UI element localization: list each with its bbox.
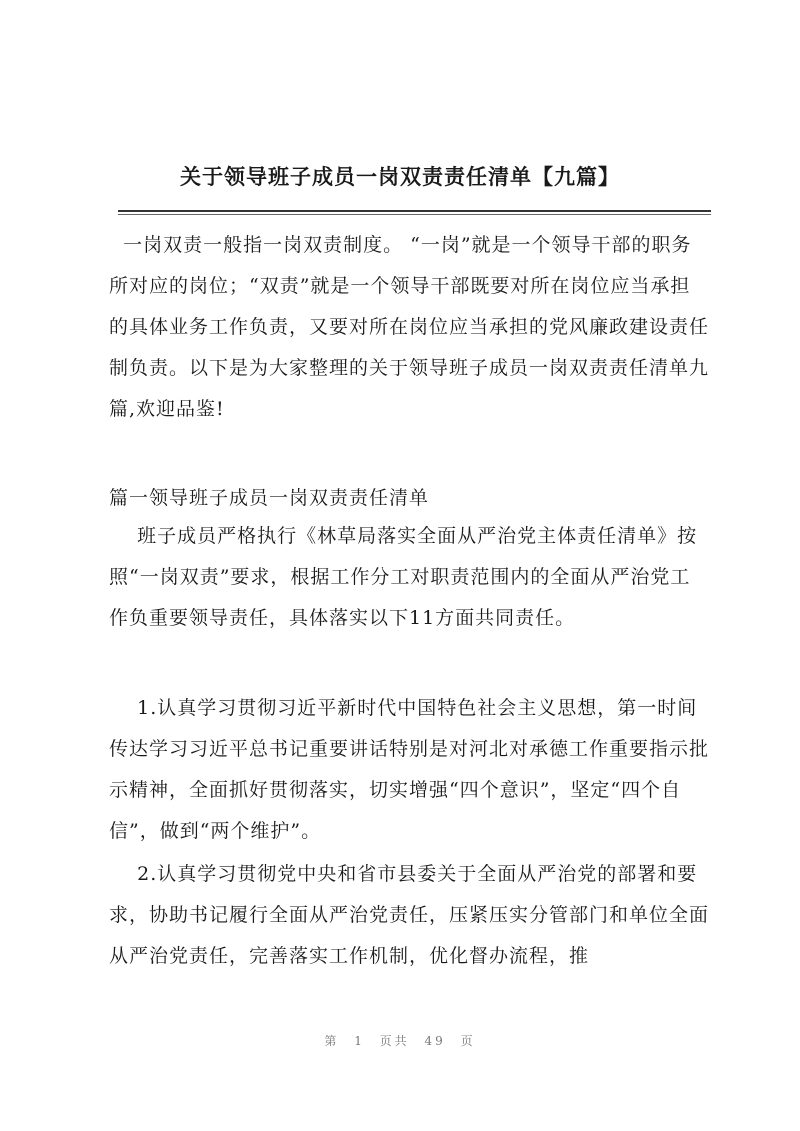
body-paragraph-2: 1.认真学习贯彻习近平新时代中国特色社会主义思想，第一时间传达学习习近平总书记重要讲话特别是对河北对承德工作重要指示批示精神，全面抓好贯彻落实，切实增强“四个意识”，坚定“四个自信”，做到“两个维护”。 [109,697,710,842]
footer-middle: 页共 [379,1034,410,1048]
title-divider-thick [118,210,711,212]
document-title: 关于领导班子成员一岗双责责任清单【九篇】 [180,164,620,189]
section-heading: 篇一领导班子成员一岗双责责任清单 [109,487,430,509]
footer-suffix: 页 [460,1034,476,1048]
body-paragraph-3: 2.认真学习贯彻党中央和省市县委关于全面从严治党的部署和要求，协助书记履行全面从严治党责任，压紧压实分管部门和单位全面从严治党责任，完善落实工作机制，优化督办流程，推 [109,863,710,967]
title-divider-thin [118,214,711,215]
footer-page-number: 1 [354,1034,365,1048]
footer-prefix: 第 [324,1034,340,1048]
intro-paragraph: 一岗双责一般指一岗双责制度。 “一岗”就是一个领导干部的职务所对应的岗位；“双责”就是一个领导干部既要对所在岗位应当承担的具体业务工作负责，又要对所在岗位应当承担的党风廉政建设责任制负责。以下是为大家整理的关于领导班子成员一岗双责责任清单九篇,欢迎品鉴! [109,234,710,420]
footer-total-pages: 49 [424,1034,446,1048]
body-paragraph-1: 班子成员严格执行《林草局落实全面从严治党主体责任清单》按照“一岗双责”要求，根据工作分工对职责范围内的全面从严治党工作负重要领导责任，具体落实以下11方面共同责任。 [109,525,698,629]
page-footer [0,1032,800,1049]
